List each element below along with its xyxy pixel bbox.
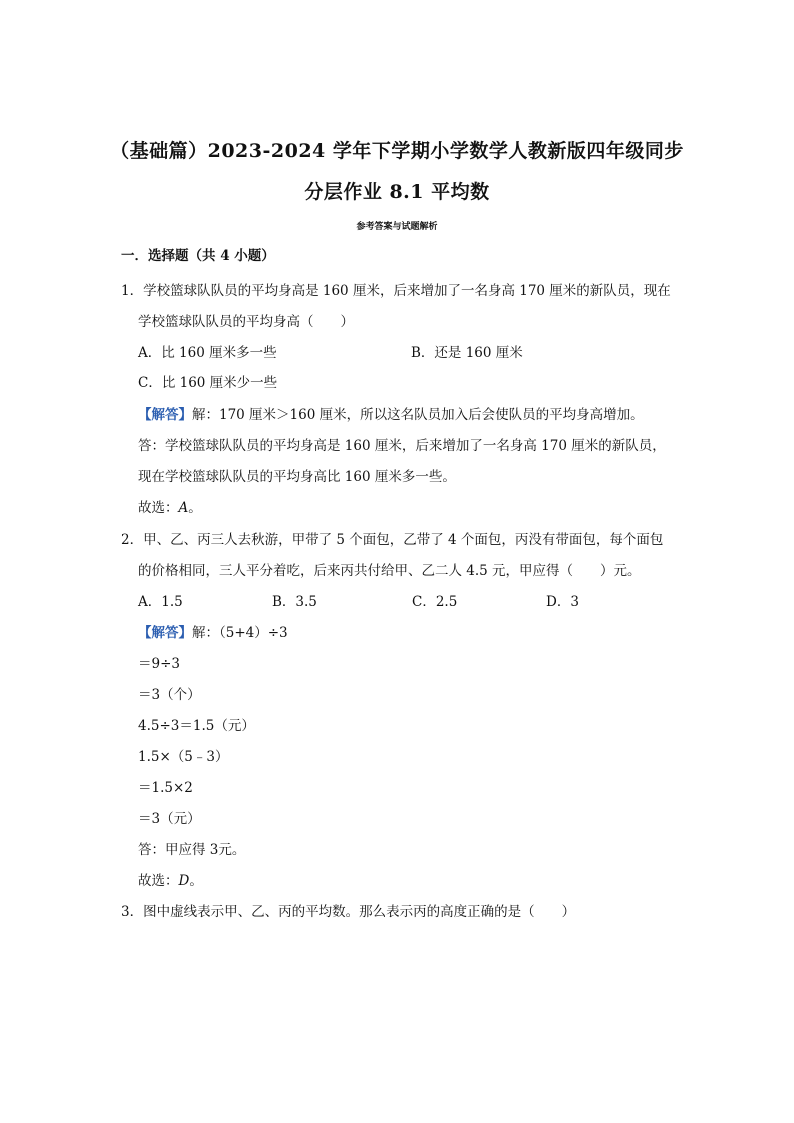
q1-answer-text: 解：170 厘米＞160 厘米，所以这名队员加入后会使队员的平均身高增加。 xyxy=(192,407,644,423)
q2-stem-line2: 的价格相同，三人平分着吃，后来丙共付给甲、乙二人 4.5 元，甲应得（ ）元。 xyxy=(138,563,641,579)
document-subtitle: 参考答案与试题解析 xyxy=(356,222,438,232)
q2-option-d: D．3 xyxy=(546,594,579,610)
q2-step: ＝3（个） xyxy=(138,687,201,703)
q1-stem-line2: 学校篮球队队员的平均身高（ ） xyxy=(138,314,354,330)
q2-step: ＝9÷3 xyxy=(138,656,180,672)
q2-option-c: C．2.5 xyxy=(412,594,458,610)
q1-option-c: C．比 160 厘米少一些 xyxy=(138,375,278,391)
document-title-line2: 分层作业 8.1 平均数 xyxy=(304,181,490,203)
q2-step: 1.5×（5﹣3） xyxy=(138,749,229,765)
q2-reply: 答：甲应得 3元。 xyxy=(138,842,246,858)
q1-option-b: B．还是 160 厘米 xyxy=(411,345,523,361)
q2-answer-tag: 【解答】 xyxy=(138,625,192,641)
q2-stem-line1: 2．甲、乙、丙三人去秋游，甲带了 5 个面包，乙带了 4 个面包，丙没有带面包，每个面包 xyxy=(121,532,664,548)
q1-stem-line1: 1．学校篮球队队员的平均身高是 160 厘米，后来增加了一名身高 170 厘米的新队员，现在 xyxy=(121,283,671,299)
q2-step: 4.5÷3＝1.5（元） xyxy=(138,718,255,734)
q1-answer-tag: 【解答】 xyxy=(138,407,192,423)
q1-reply-line1: 答：学校篮球队队员的平均身高是 160 厘米，后来增加了一名身高 170 厘米的新队员， xyxy=(138,438,666,454)
q1-choice-prefix: 故选： xyxy=(138,500,179,516)
q2-choice xyxy=(138,872,203,890)
q2-choice-suffix: 。 xyxy=(189,873,203,889)
q1-choice-letter: A xyxy=(178,500,189,516)
q2-option-a: A．1.5 xyxy=(138,594,183,610)
q1-choice xyxy=(138,499,202,517)
q2-step: ＝3（元） xyxy=(138,811,201,827)
q2-answer-text: 解：（5+4）÷3 xyxy=(192,625,288,641)
q1-option-a: A．比 160 厘米多一些 xyxy=(138,345,277,361)
q2-choice-letter: D xyxy=(178,873,190,889)
q2-answer xyxy=(138,624,288,642)
q2-option-b: B．3.5 xyxy=(272,594,317,610)
q1-reply-line2: 现在学校篮球队队员的平均身高比 160 厘米多一些。 xyxy=(138,469,456,485)
q2-step: ＝1.5×2 xyxy=(138,780,193,796)
section-heading: 一．选择题（共 4 小题） xyxy=(121,248,275,264)
q1-choice-suffix: 。 xyxy=(188,500,202,516)
q2-choice-prefix: 故选： xyxy=(138,873,179,889)
q3-stem-line1: 3．图中虚线表示甲、乙、丙的平均数。那么表示丙的高度正确的是（ ） xyxy=(121,904,576,920)
document-title-line1: （基础篇）2023-2024 学年下学期小学数学人教新版四年级同步 xyxy=(110,140,684,162)
q1-answer xyxy=(138,406,644,424)
